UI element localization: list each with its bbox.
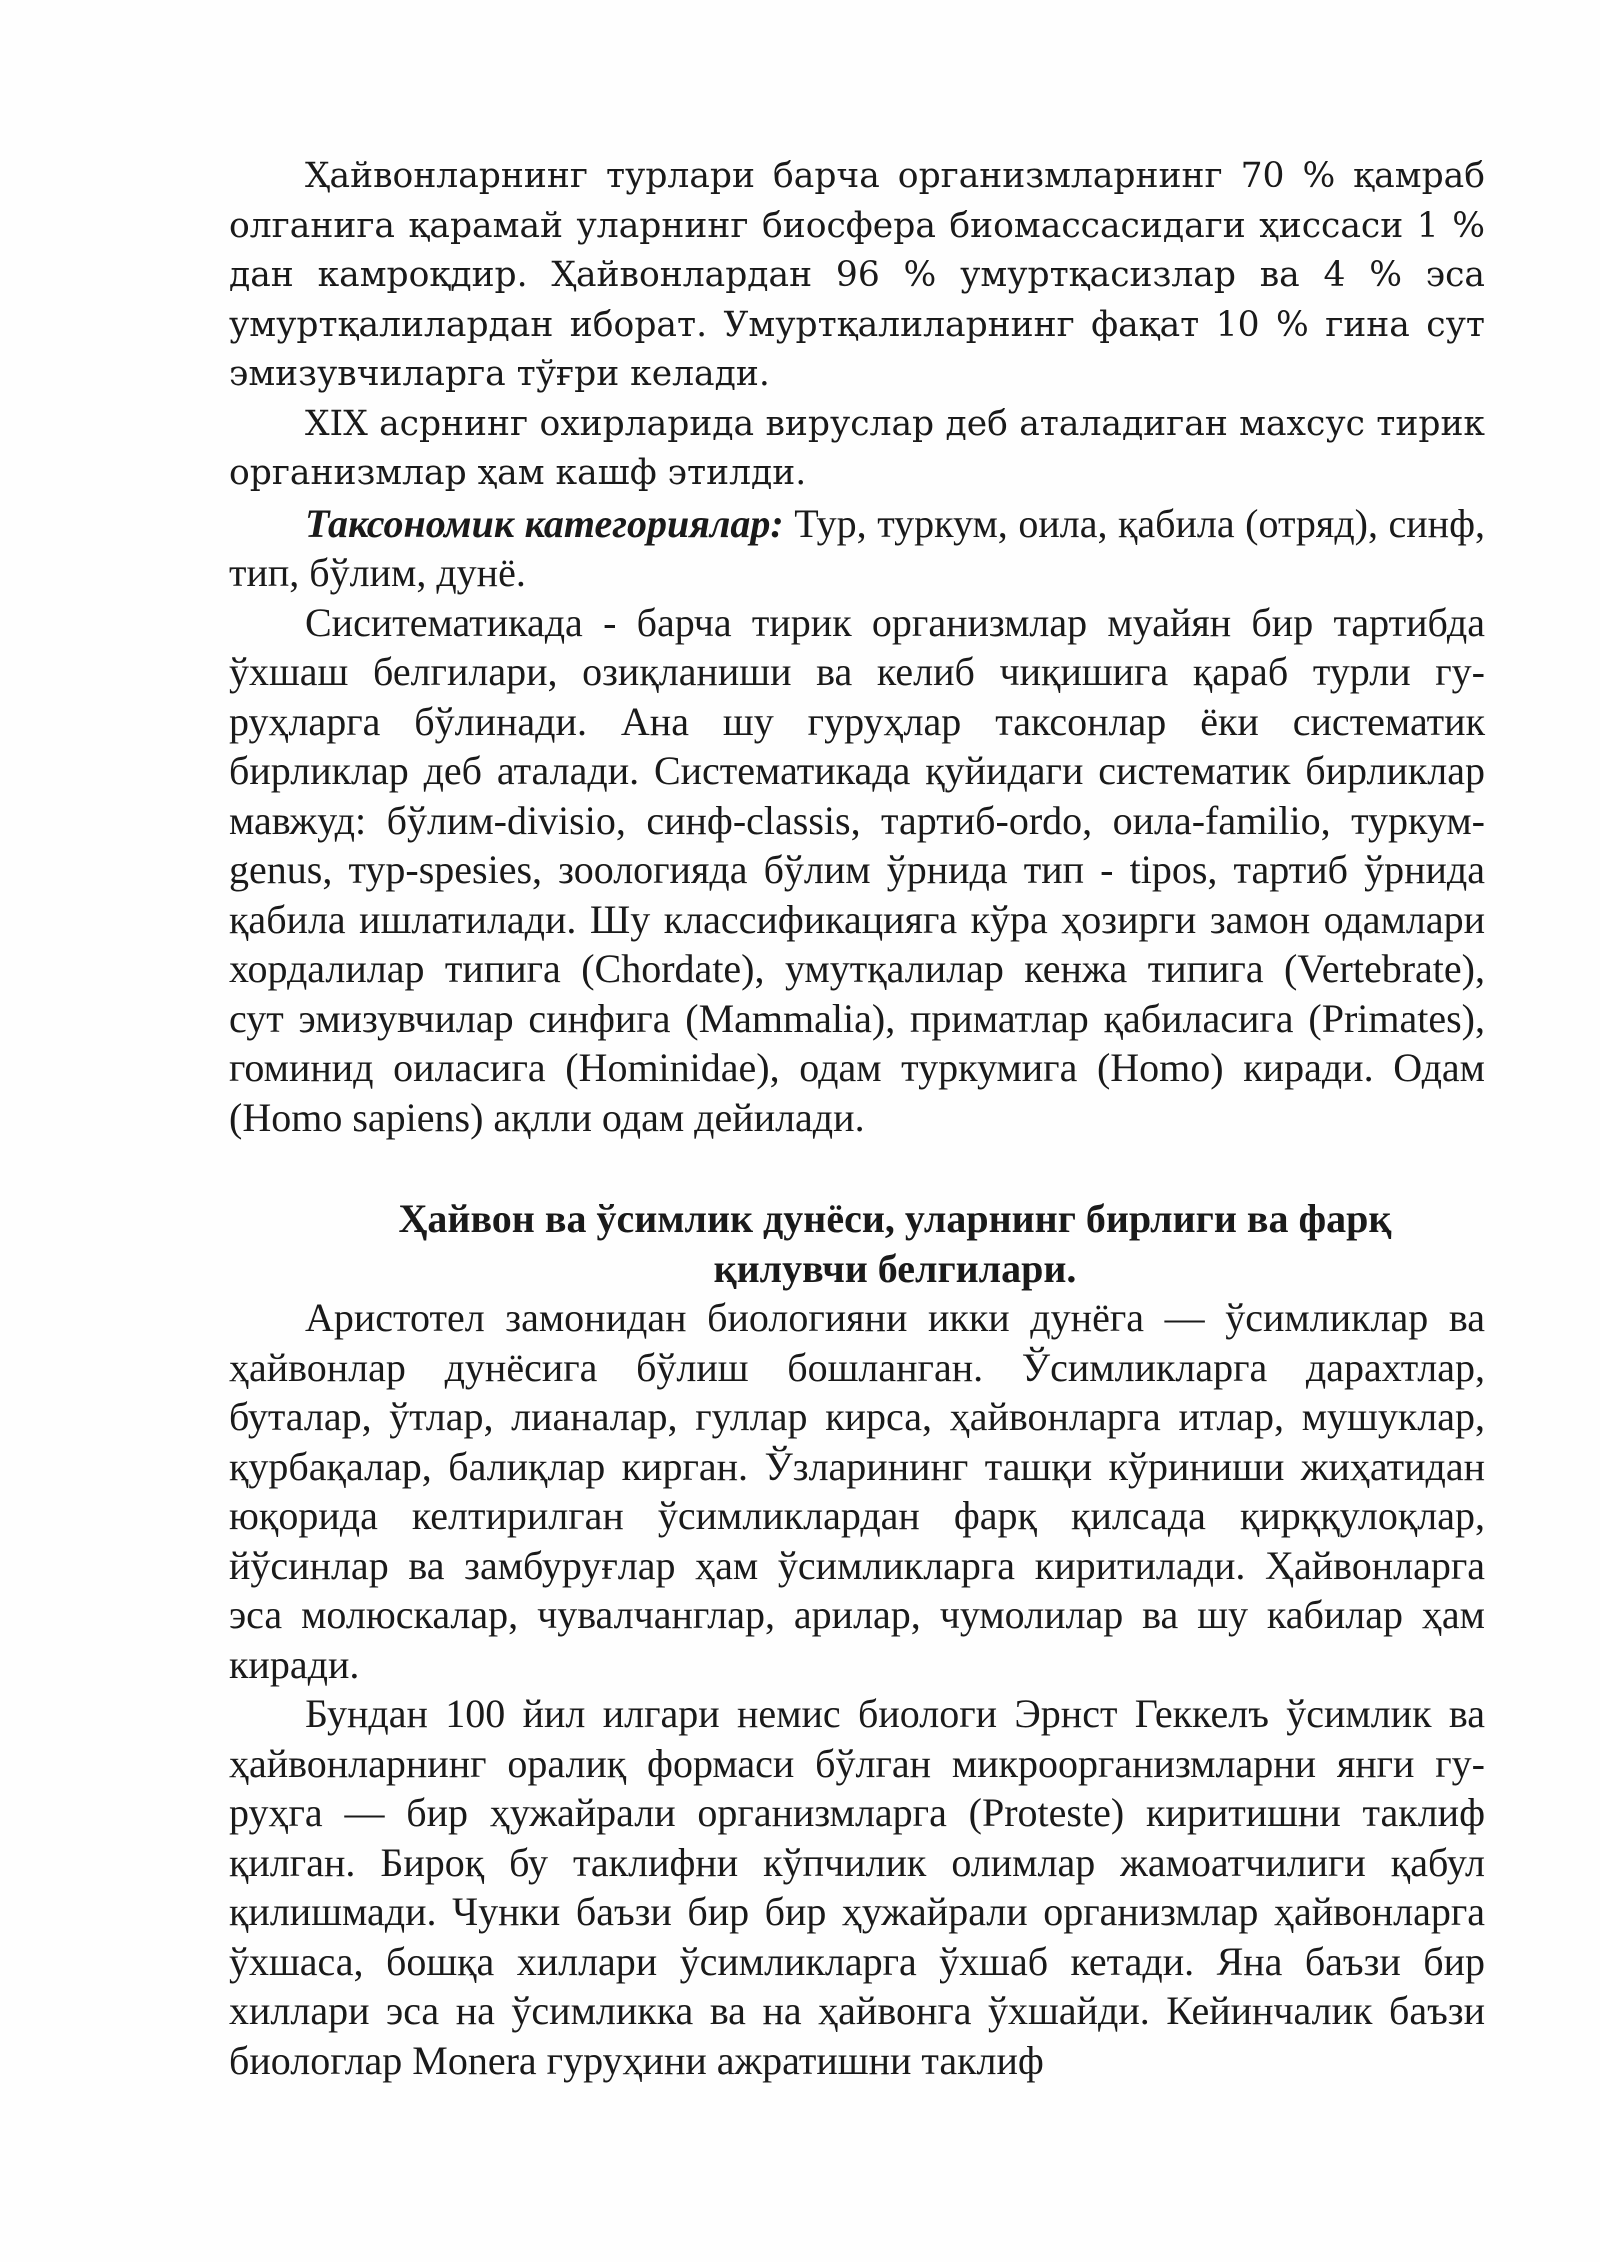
paragraph-aristotle: Аристотел замонидан биологияни икки дунёга — ўсимликлар ва ҳайвонлар дунёсига бўлиш бошланган. Ўсимликларга дарахтлар, буталар, ўтлар, лианалар, гуллар кирса, ҳайвонларга итлар, мушуклар, қурбақалар, балиқлар кирган. Ўзларининг ташқи кўриниши жиҳатидан юқорида келтирилган ўсимликлардан фарқ қилсада қирққулоқлар, йўсинлар ва замбуруғлар ҳам ўсимликларга киритилади. Ҳайвонларга эса молюскалар, чувалчанглар, арилар, чумолилар ва шу кабилар ҳам киради. [229,1295,1485,1687]
section-heading-line-2: қилувчи белгилари. [713,1245,1077,1291]
paragraph-viruses: XIX асрнинг охирларида вируслар деб аталадиган махсус тирик организмлар ҳам кашф этилди. [229,403,1485,493]
paragraph-systematics: Сиситематикада - барча тирик организмлар муайян бир тартибда ўхшаш белгилари, озиқланиши ва келиб чиқишига қараб турли гуруҳларга бўлинади. Ана шу гуруҳлар таксонлар ёки систематик бирликлар деб аталади. Систематикада қуйидаги систематик бирликлар мавжуд: бўлим-divisio, синф-classis, тартиб-ordo, оила-familio, туркум-genus, тур-spesies, зоологияда бўлим ўрнида тип - tipos, тартиб ўрнида қабила ишлатилади. Шу классификацияга кўра ҳозирги замон одамлари хордалилар типига (Chordate), умутқалилар кенжа типига (Vertebrate), сут эмизувчилар синфига (Mammalia), приматлар қабиласига (Primates), гоминид оиласига (Hominidae), одам туркумига (Homo) киради. Одам (Homo sapiens) ақлли одам дейилади. [229,599,1485,1140]
taxonomy-text: Тур, туркум, оила, қабила (отряд), синф, тип, бўлим, дунё. [229,500,1485,595]
document-body [229,152,1485,2085]
paragraph-taxonomy [229,499,1485,598]
paragraph-haeckel: Бундан 100 йил илгари немис биологи Эрнст Геккелъ ўсимлик ва ҳайвонларнинг оралиқ формаси бўлган микроорганизмларни янги гуруҳга — бир ҳужайрали организмларга (Proteste) киритишни таклиф қилган. Бироқ бу таклифни кўпчилик олимлар жамоатчилиги қабул қилишмади. Чунки баъзи бир бир ҳужайрали организмлар ҳайвонларга ўхшаса, бошқа хиллари ўсимликларга ўхшаб кетади. Яна баъзи бир хиллари эса на ўсимликка ва на ҳайвонга ўхшайди. Кейинчалик баъзи биологлар Monera гуруҳини ажратишни таклиф [229,1691,1485,2083]
paragraph-species-percent: Ҳайвонларнинг турлари барча организмларнинг 70 % қамраб олганига қарамай уларнинг биосфера биомассасидаги ҳиссаси 1 % дан камроқдир. Ҳайвонлардан 96 % умуртқасизлар ва 4 % эса умуртқалилардан иборат. Умуртқалиларнинг фақат 10 % гина сут эмизувчиларга тўғри келади. [229,156,1485,394]
section-heading [229,1194,1485,1293]
section-heading-line-1: Ҳайвон ва ўсимлик дунёси, уларнинг бирлиги ва фарқ [398,1196,1392,1241]
taxonomy-lead: Таксономик категориялар: [305,500,784,546]
